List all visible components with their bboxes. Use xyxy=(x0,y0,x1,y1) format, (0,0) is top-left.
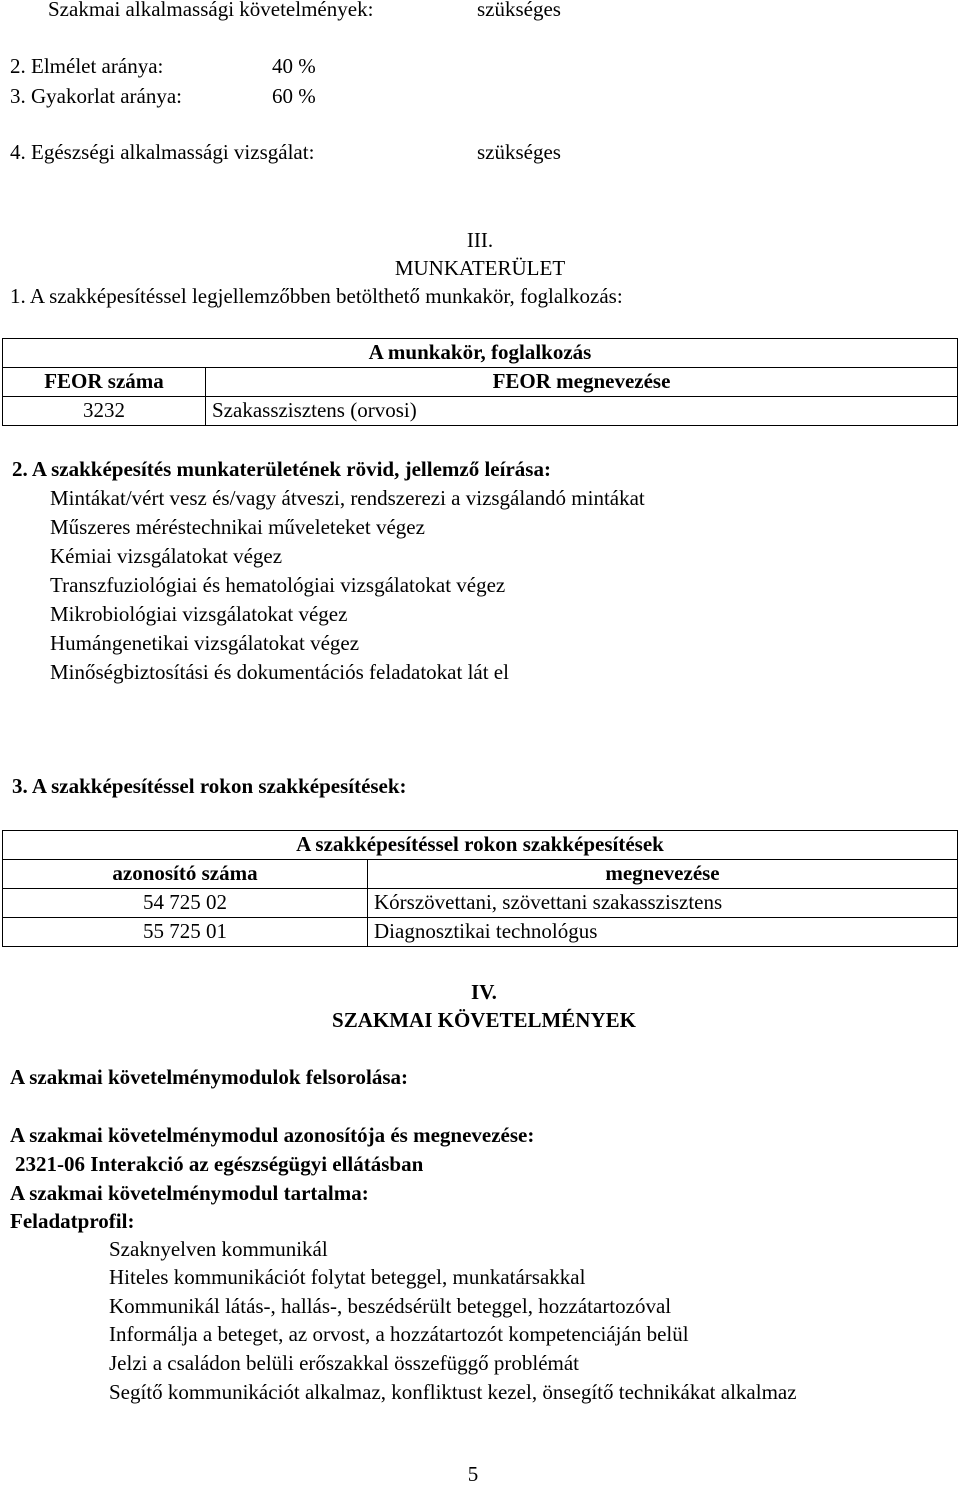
table-row xyxy=(3,918,958,947)
work-area-line: Transzfuziológiai és hematológiai vizsgálatokat végez xyxy=(50,573,506,597)
task-item: Informálja a beteget, az orvost, a hozzátartozót kompetenciáján belül xyxy=(109,1322,689,1346)
table-row xyxy=(3,397,958,426)
item-2-heading: 2. A szakképesítés munkaterületének rövid, jellemző leírása: xyxy=(12,457,551,481)
module-id-heading: A szakmai követelménymodul azonosítója és megnevezése: xyxy=(10,1123,535,1147)
theory-ratio-value: 40 % xyxy=(272,54,316,78)
module-content-heading: A szakmai követelménymodul tartalma: xyxy=(10,1181,369,1205)
feor-name-column-header: FEOR megnevezése xyxy=(206,368,958,397)
modules-heading: A szakmai követelménymodulok felsorolása: xyxy=(10,1065,409,1089)
work-area-line: Kémiai vizsgálatokat végez xyxy=(50,544,283,568)
related-id-cell: 54 725 02 xyxy=(3,889,368,918)
practice-ratio-value: 60 % xyxy=(272,84,316,108)
feor-table-header: A munkakör, foglalkozás xyxy=(3,339,958,368)
work-area-line: Minőségbiztosítási és dokumentációs feladatokat lát el xyxy=(50,660,509,684)
related-qualifications-table xyxy=(2,830,958,947)
related-table-column-row xyxy=(3,860,958,889)
related-name-column-header: megnevezése xyxy=(368,860,958,889)
section-3-item-1: 1. A szakképesítéssel legjellemzőbben betölthető munkakör, foglalkozás: xyxy=(10,284,623,308)
related-id-column-header: azonosító száma xyxy=(3,860,368,889)
section-3-roman: III. xyxy=(466,228,494,252)
feor-code-cell: 3232 xyxy=(3,397,206,426)
work-area-line: Műszeres méréstechnikai műveleteket végez xyxy=(50,515,425,539)
table-row xyxy=(3,889,958,918)
health-check-value: szükséges xyxy=(477,140,561,164)
page-number: 5 xyxy=(467,1462,479,1486)
related-id-cell: 55 725 01 xyxy=(3,918,368,947)
task-item: Kommunikál látás-, hallás-, beszédsérült beteggel, hozzátartozóval xyxy=(109,1294,672,1318)
requirement-label: Szakmai alkalmassági követelmények: xyxy=(48,0,374,21)
requirement-value: szükséges xyxy=(477,0,561,21)
feor-table xyxy=(2,338,958,426)
task-item: Jelzi a családon belüli erőszakkal összefüggő problémát xyxy=(109,1351,579,1375)
work-area-line: Mikrobiológiai vizsgálatokat végez xyxy=(50,602,348,626)
work-area-line: Mintákat/vért vesz és/vagy átveszi, rendszerezi a vizsgálandó mintákat xyxy=(50,486,645,510)
section-4-roman: IV. xyxy=(471,980,497,1004)
related-table-header-row xyxy=(3,831,958,860)
related-name-cell: Kórszövettani, szövettani szakasszisztens xyxy=(368,889,958,918)
section-4-title: SZAKMAI KÖVETELMÉNYEK xyxy=(332,1008,636,1032)
module-name: 2321-06 Interakció az egészségügyi ellátásban xyxy=(15,1152,424,1176)
work-area-line: Humángenetikai vizsgálatokat végez xyxy=(50,631,360,655)
related-table-header: A szakképesítéssel rokon szakképesítések xyxy=(3,831,958,860)
practice-ratio-label: 3. Gyakorlat aránya: xyxy=(10,84,183,108)
task-item: Segítő kommunikációt alkalmaz, konfliktust kezel, önsegítő technikákat alkalmaz xyxy=(109,1380,797,1404)
feor-table-header-row xyxy=(3,339,958,368)
feor-code-column-header: FEOR száma xyxy=(3,368,206,397)
task-item: Hiteles kommunikációt folytat beteggel, munkatársakkal xyxy=(109,1265,586,1289)
task-item: Szaknyelven kommunikál xyxy=(109,1237,328,1261)
task-profile-heading: Feladatprofil: xyxy=(10,1209,135,1233)
related-name-cell: Diagnosztikai technológus xyxy=(368,918,958,947)
feor-name-cell: Szakasszisztens (orvosi) xyxy=(206,397,958,426)
section-3-title: MUNKATERÜLET xyxy=(394,256,566,280)
theory-ratio-label: 2. Elmélet aránya: xyxy=(10,54,164,78)
item-3-heading: 3. A szakképesítéssel rokon szakképesítések: xyxy=(12,774,407,798)
health-check-label: 4. Egészségi alkalmassági vizsgálat: xyxy=(10,140,315,164)
feor-table-column-row xyxy=(3,368,958,397)
